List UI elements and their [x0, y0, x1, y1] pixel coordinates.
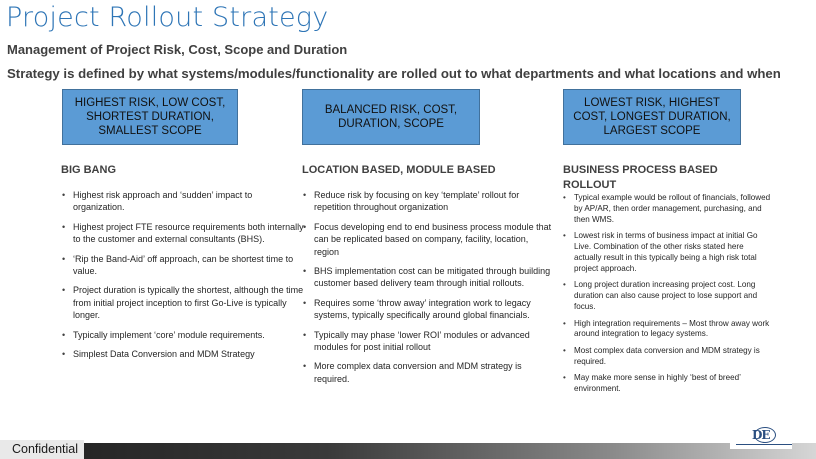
- footer-bar: [0, 443, 816, 459]
- bullet-item: • ‘Rip the Band-Aid’ off approach, can be shortest time to value.: [61, 253, 305, 278]
- bullet-list-location-based: [302, 189, 552, 392]
- bullet-item: • Reduce risk by focusing on key ‘template’ rollout for repetition throughout organization: [302, 189, 552, 214]
- bullet-item: • Typical example would be rollout of financials, followed by AP/AR, then order management, purchasing, and then WMS.: [562, 193, 772, 226]
- logo-letters: DE: [752, 428, 770, 442]
- risk-box-location-based: BALANCED RISK, COST, DURATION, SCOPE: [302, 89, 480, 145]
- slide-subtitle: Management of Project Risk, Cost, Scope and Duration: [7, 42, 348, 57]
- bullet-item: • Highest project FTE resource requirements both internally to the customer and external consultants (BHS).: [61, 221, 305, 246]
- bullet-item: • BHS implementation cost can be mitigated through building customer based delivery team through initial rollouts.: [302, 265, 552, 290]
- bullet-list-big-bang: [61, 189, 305, 367]
- company-logo-icon: [730, 427, 792, 449]
- bullet-item: • Lowest risk in terms of business impact at initial Go Live. Combination of the other risks stated here actually result in this typically being a high risk total project approach.: [562, 231, 772, 275]
- bullet-item: • May make more sense in highly ‘best of breed’ environment.: [562, 373, 772, 395]
- logo-underline: [736, 444, 792, 445]
- bullet-item: • Typically may phase ‘lower ROI’ modules or advanced modules for post initial rollout: [302, 329, 552, 354]
- column-heading-big-bang: BIG BANG: [61, 164, 116, 176]
- bullet-item: • Project duration is typically the shortest, although the time from initial project inception to first Go-Live is typically longer.: [61, 284, 305, 321]
- bullet-item: • Long project duration increasing project cost. Long duration can also cause project to lose support and focus.: [562, 280, 772, 313]
- bullet-item: • Highest risk approach and ‘sudden’ impact to organization.: [61, 189, 305, 214]
- risk-box-business-process: LOWEST RISK, HIGHEST COST, LONGEST DURATION, LARGEST SCOPE: [563, 89, 741, 145]
- column-heading-business-process: BUSINESS PROCESS BASED ROLLOUT: [563, 164, 718, 191]
- bullet-item: • Simplest Data Conversion and MDM Strategy: [61, 348, 305, 360]
- bullet-list-business-process: [562, 193, 772, 401]
- confidential-label: Confidential: [0, 440, 84, 459]
- bullet-item: • High integration requirements – Most throw away work around integration to legacy systems.: [562, 319, 772, 341]
- bullet-item: • Most complex data conversion and MDM strategy is required.: [562, 346, 772, 368]
- column-heading-location-based: LOCATION BASED, MODULE BASED: [302, 164, 496, 176]
- bullet-item: • Focus developing end to end business process module that can be replicated based on company, facility, location, region: [302, 221, 552, 258]
- strategy-statement: Strategy is defined by what systems/modules/functionality are rolled out to what departments and what locations and when: [7, 66, 781, 81]
- bullet-item: • Requires some ‘throw away’ integration work to legacy systems, typically specifically around global financials.: [302, 297, 552, 322]
- risk-box-big-bang: HIGHEST RISK, LOW COST, SHORTEST DURATION, SMALLEST SCOPE: [62, 89, 238, 145]
- bullet-item: • More complex data conversion and MDM strategy is required.: [302, 360, 552, 385]
- bullet-item: • Typically implement ‘core’ module requirements.: [61, 329, 305, 341]
- slide-title: Project Rollout Strategy: [6, 2, 329, 33]
